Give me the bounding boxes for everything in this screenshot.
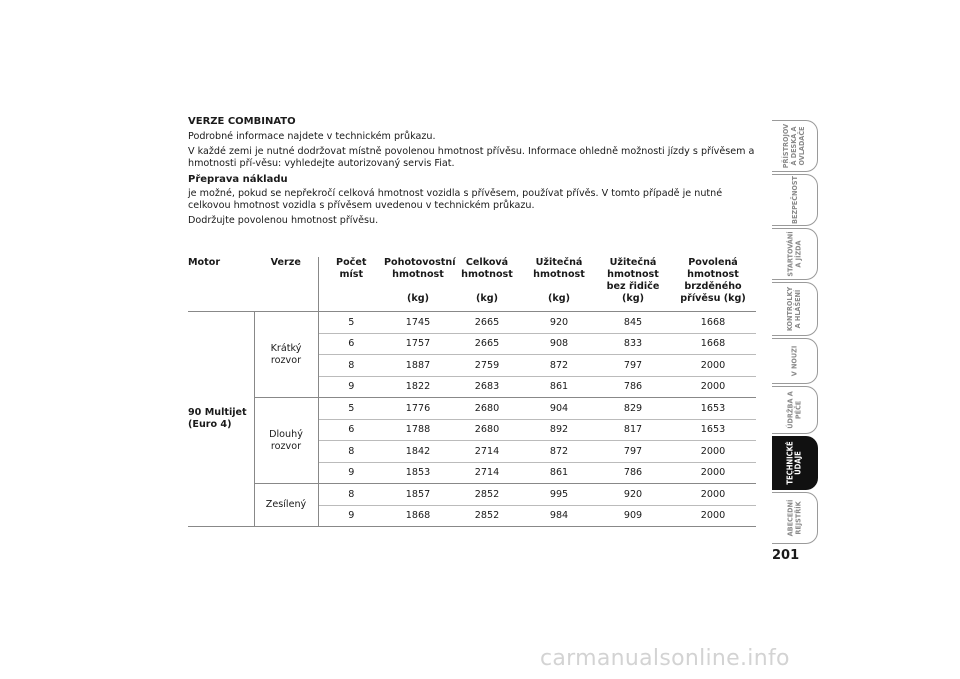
side-tab-label: TECHNICKÉ ÚDAJE [785, 441, 803, 485]
motor-cell [188, 312, 254, 527]
paragraph-3: je možné, pokud se nepřekročí celková hmotnost vozidla s přívěsem, používat přívěs. V tomto případě je nutné celkovou hmotnost vozidla s přívěsem uvedenou v technickém průkazu. [188, 188, 723, 211]
table-cell: 9 [318, 376, 384, 398]
column-header-line: Celková [465, 257, 509, 268]
column-header-line: Užitečná [609, 257, 657, 268]
table-header-row [188, 257, 756, 312]
table-cell: 872 [522, 355, 596, 377]
table-cell: 2714 [452, 441, 522, 463]
column-header [188, 257, 254, 312]
version-line: Krátký rozvor [270, 342, 302, 366]
column-header-line: hmotnost [607, 269, 659, 280]
table-cell: 2714 [452, 462, 522, 484]
paragraph-4: Dodržujte povolenou hmotnost přívěsu. [188, 215, 379, 226]
table-row [188, 398, 756, 420]
table-cell: 1857 [384, 484, 452, 506]
side-tab-label: BEZPEČNOST [789, 176, 799, 224]
side-tab-label: PŘÍSTROJOV Á DESKA A OVLADAČE [781, 123, 807, 169]
column-header [452, 257, 522, 312]
column-header-line [522, 281, 596, 293]
side-tab[interactable] [772, 282, 818, 336]
table-cell: 5 [318, 398, 384, 420]
column-header-line [452, 281, 522, 293]
table-cell: 786 [596, 462, 670, 484]
column-header-line: (kg) [621, 293, 645, 304]
column-header [522, 257, 596, 312]
column-header-line: Verze [270, 257, 301, 268]
table-cell: 1776 [384, 398, 452, 420]
side-tab[interactable] [772, 228, 818, 280]
side-tab[interactable] [772, 492, 818, 544]
table-cell: 1822 [384, 376, 452, 398]
table-cell: 2680 [452, 419, 522, 441]
side-tab[interactable] [772, 436, 818, 490]
side-tab[interactable] [772, 386, 818, 434]
version-cell [254, 398, 318, 484]
table-cell: 909 [596, 505, 670, 527]
table-cell: 1757 [384, 333, 452, 355]
column-header-line: Motor [188, 257, 221, 268]
table-cell: 2000 [670, 484, 756, 506]
table-cell: 2852 [452, 484, 522, 506]
side-tab-label: ÚDRŽBA A PÉČE [785, 391, 803, 429]
table-cell: 1668 [670, 333, 756, 355]
table-cell: 8 [318, 441, 384, 463]
table-cell: 2665 [452, 333, 522, 355]
column-header-line: přívěsu (kg) [680, 293, 746, 304]
table-cell: 1868 [384, 505, 452, 527]
table-cell: 861 [522, 376, 596, 398]
table-cell: 8 [318, 355, 384, 377]
column-header-line: (kg) [547, 293, 571, 304]
version-line: Zesílený [265, 499, 307, 510]
table-cell: 1788 [384, 419, 452, 441]
column-header-line: Povolená [688, 257, 738, 268]
weights-table [188, 257, 756, 527]
column-header-line: hmotnost [533, 269, 585, 280]
table-cell: 1653 [670, 398, 756, 420]
table-cell: 829 [596, 398, 670, 420]
table-row [188, 484, 756, 506]
column-header [254, 257, 318, 312]
table-cell: 8 [318, 484, 384, 506]
table-cell: 9 [318, 462, 384, 484]
version-line: rozvor [270, 440, 302, 452]
column-header-line: hmotnost [392, 269, 444, 280]
paragraph-1: Podrobné informace najdete v technickém průkazu. [188, 131, 436, 142]
column-header-line: hmotnost [687, 269, 739, 280]
version-cell [254, 484, 318, 527]
table-cell: 2852 [452, 505, 522, 527]
table-cell: 2000 [670, 441, 756, 463]
table-cell: 2683 [452, 376, 522, 398]
table-cell: 2759 [452, 355, 522, 377]
column-header-line: bez řidiče [606, 281, 660, 292]
table-cell: 6 [318, 333, 384, 355]
side-tab[interactable] [772, 338, 818, 384]
table-cell: 995 [522, 484, 596, 506]
table-cell: 833 [596, 333, 670, 355]
table-cell: 920 [522, 312, 596, 334]
side-tab[interactable] [772, 120, 818, 172]
motor-line: 90 Multijet [188, 407, 247, 418]
version-line: Dlouhý [269, 428, 303, 440]
table-cell: 845 [596, 312, 670, 334]
table-cell: 1887 [384, 355, 452, 377]
table-cell: 892 [522, 419, 596, 441]
column-header [318, 257, 384, 312]
side-tab-label: STARTOVÁNÍ A JÍZDA [785, 231, 803, 277]
column-header-line: (kg) [406, 293, 430, 304]
column-header-line: míst [339, 269, 364, 280]
motor-line: (Euro 4) [188, 419, 232, 430]
table-cell: 1842 [384, 441, 452, 463]
column-header-line [384, 281, 452, 293]
side-tab-label: V NOUZI [789, 345, 799, 377]
watermark: carmanualsonline.info [540, 646, 790, 671]
table-cell: 904 [522, 398, 596, 420]
table-row [188, 312, 756, 334]
table-cell: 984 [522, 505, 596, 527]
section-content [188, 116, 758, 230]
table-cell: 908 [522, 333, 596, 355]
section-heading: VERZE COMBINATO [188, 116, 296, 127]
paragraph-2: V každé zemi je nutné dodržovat místně povolenou hmotnost přívěsu. Informace ohledně možnosti jízdy s přívěsem a hmotnosti pří-věsu: vyhledejte autorizovaný servis Fiat. [188, 146, 755, 169]
table-cell: 861 [522, 462, 596, 484]
page-number: 201 [772, 548, 800, 563]
table-cell: 1668 [670, 312, 756, 334]
table-cell: 2000 [670, 376, 756, 398]
column-header [384, 257, 456, 312]
table-cell: 2000 [670, 462, 756, 484]
table-cell: 920 [596, 484, 670, 506]
table-cell: 2665 [452, 312, 522, 334]
table-cell: 6 [318, 419, 384, 441]
column-header-line: Počet [336, 257, 367, 268]
column-header [670, 257, 756, 312]
side-tab-label: ABECEDNÍ REJSTŘÍK [785, 499, 803, 537]
table-cell: 872 [522, 441, 596, 463]
column-header-line: (kg) [475, 293, 499, 304]
version-cell [254, 312, 318, 398]
table-cell: 797 [596, 441, 670, 463]
table-cell: 2000 [670, 505, 756, 527]
table-cell: 5 [318, 312, 384, 334]
table-cell: 786 [596, 376, 670, 398]
table-cell: 817 [596, 419, 670, 441]
table-cell: 1853 [384, 462, 452, 484]
column-header-line: Užitečná [535, 257, 583, 268]
column-header-line: hmotnost [461, 269, 513, 280]
side-tab[interactable] [772, 174, 818, 226]
table-cell: 9 [318, 505, 384, 527]
column-header-line: Pohotovostní [384, 257, 456, 268]
table-cell: 2680 [452, 398, 522, 420]
table-cell: 1745 [384, 312, 452, 334]
column-header-line: brzděného [684, 281, 742, 292]
table-cell: 1653 [670, 419, 756, 441]
table-cell: 2000 [670, 355, 756, 377]
column-header [596, 257, 670, 312]
side-tab-label: KONTROLKY A HLÁŠENÍ [785, 286, 803, 332]
table-cell: 797 [596, 355, 670, 377]
subheading: Přeprava nákladu [188, 174, 288, 185]
